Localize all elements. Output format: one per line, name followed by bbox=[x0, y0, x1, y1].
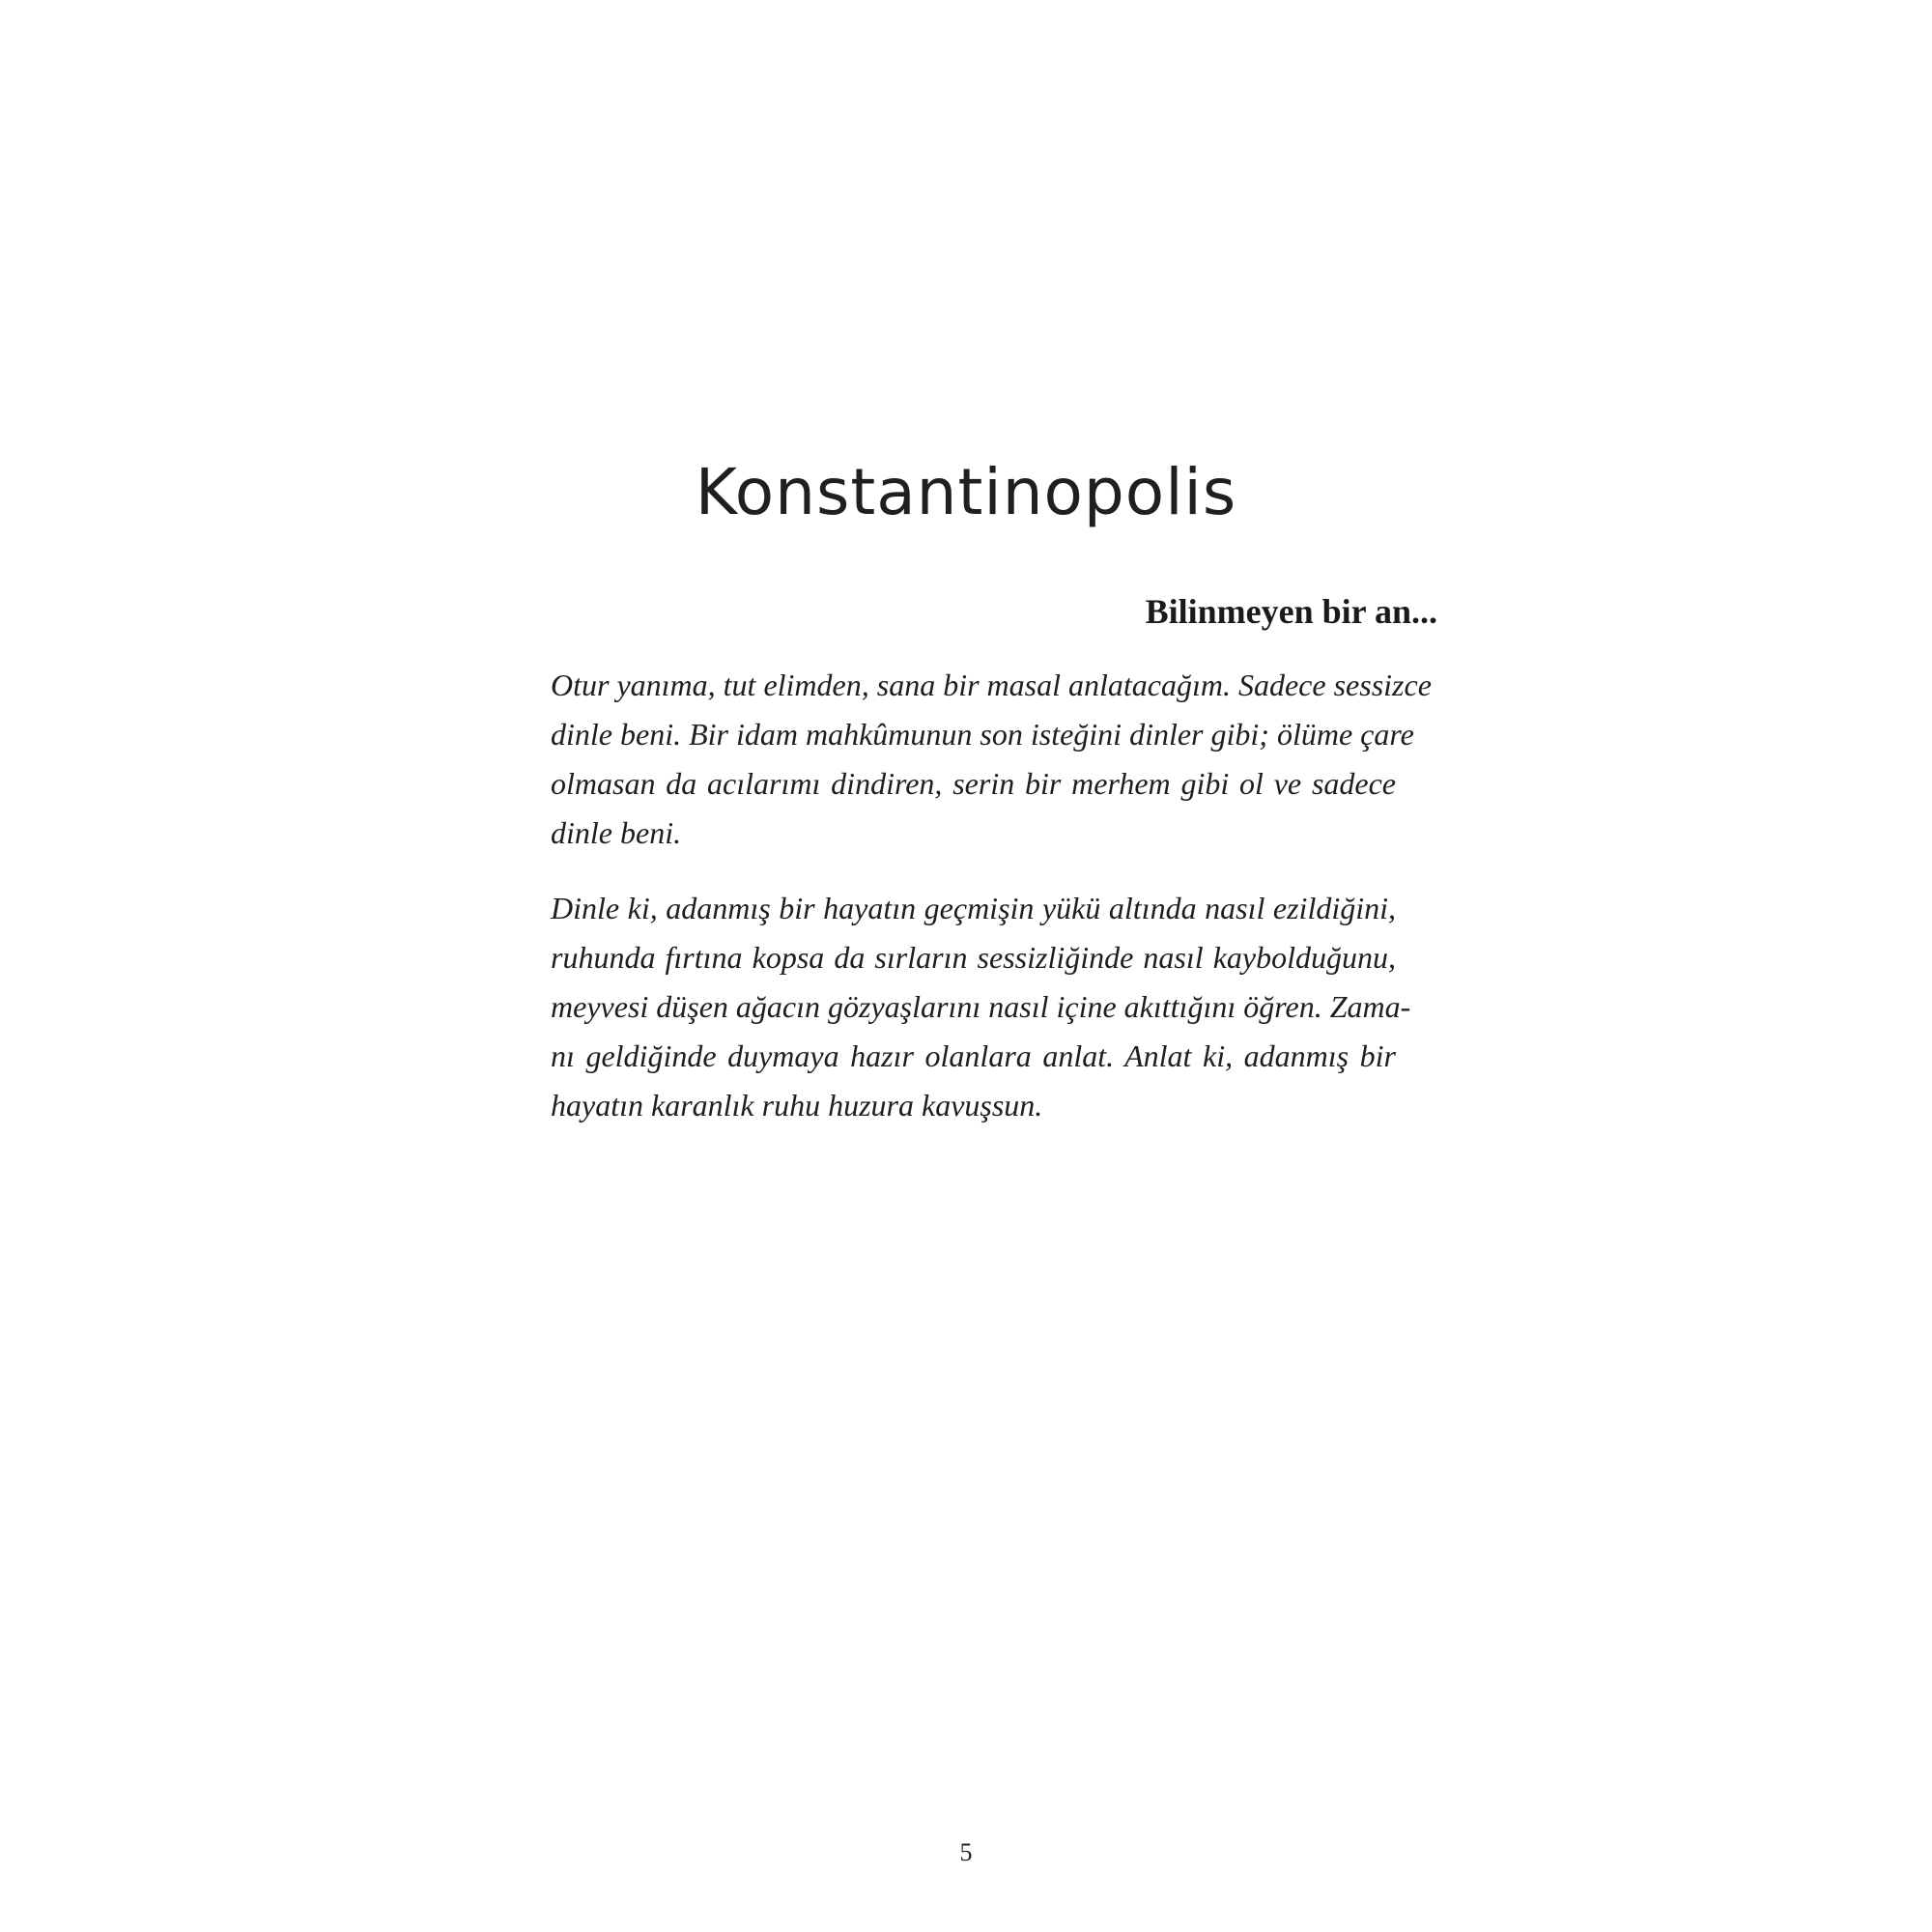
paragraph-line: Otur yanıma, tut elimden, sana bir masal anlatacağım. Sadece sessizce bbox=[551, 668, 1432, 702]
page-number: 5 bbox=[959, 1838, 973, 1866]
section-subheading: Bilinmeyen bir an... bbox=[1145, 592, 1437, 631]
paragraph-line: olmasan da acılarımı dindiren, serin bir merhem gibi ol ve sadece bbox=[551, 766, 1396, 801]
paragraph-line: dinle beni. bbox=[551, 815, 682, 850]
paragraph-1 bbox=[551, 661, 1432, 858]
paragraph-line: dinle beni. Bir idam mahkûmunun son isteğini dinler gibi; ölüme çare bbox=[551, 717, 1414, 752]
paragraph-line: nı geldiğinde duymaya hazır olanlara anlat. Anlat ki, adanmış bir bbox=[551, 1038, 1396, 1073]
paragraph-line: ruhunda fırtına kopsa da sırların sessizliğinde nasıl kaybolduğunu, bbox=[551, 940, 1396, 975]
chapter-title: Konstantinopolis bbox=[695, 455, 1237, 529]
paragraph-line: Dinle ki, adanmış bir hayatın geçmişin yükü altında nasıl ezildiğini, bbox=[551, 891, 1396, 925]
paragraph-2 bbox=[551, 884, 1411, 1130]
paragraph-line: meyvesi düşen ağacın gözyaşlarını nasıl içine akıttığını öğren. Zama- bbox=[551, 989, 1411, 1024]
paragraph-line: hayatın karanlık ruhu huzura kavuşsun. bbox=[551, 1088, 1043, 1122]
